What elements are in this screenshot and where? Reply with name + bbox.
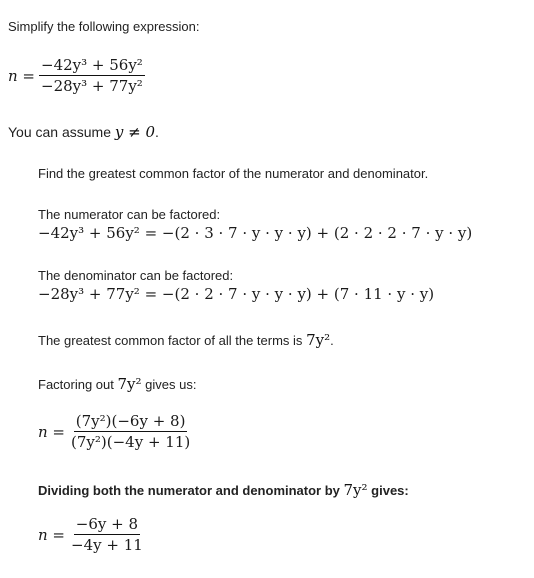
step-numerator-factored: −42y³ + 56y² = −(2 · 3 · 7 · y · y · y) + (2 · 2 · 2 · 7 · y · y) (38, 224, 473, 242)
dividing-suffix: gives: (367, 483, 409, 498)
final-denominator: −4y + 11 (71, 536, 143, 554)
final-fraction (69, 515, 145, 554)
final-numerator: −6y + 8 (75, 515, 138, 533)
final-lhs: n = (38, 525, 65, 544)
final-expression (38, 515, 145, 554)
step-gcf-statement (38, 331, 334, 349)
factored-denominator: (7y²)(−4y + 11) (71, 433, 191, 451)
gcf-text: The greatest common factor of all the terms is (38, 333, 307, 348)
problem-prompt: Simplify the following expression: (8, 19, 200, 34)
factoring-suffix: gives us: (141, 377, 197, 392)
assumption-line (8, 123, 159, 141)
assumption-suffix: . (155, 124, 159, 140)
dividing-value: 7y² (343, 481, 368, 499)
assumption-condition: y ≠ 0 (114, 123, 156, 141)
step-dividing (38, 481, 409, 499)
assumption-prefix: You can assume (8, 124, 115, 140)
factored-fraction (69, 412, 192, 451)
expression-numerator: −42y³ + 56y² (41, 56, 143, 74)
dividing-text: Dividing both the numerator and denominator by (38, 483, 344, 498)
step-denominator-factored: −28y³ + 77y² = −(2 · 2 · 7 · y · y · y) + (7 · 11 · y · y) (38, 285, 435, 303)
gcf-suffix: . (330, 333, 334, 348)
step-denominator-label: The denominator can be factored: (38, 268, 234, 283)
factored-lhs: n = (38, 422, 65, 441)
factored-expression (38, 412, 192, 451)
step-numerator-label: The numerator can be factored: (38, 207, 221, 222)
step-gcf-intro: Find the greatest common factor of the numerator and denominator. (38, 166, 429, 181)
factoring-text: Factoring out (38, 377, 118, 392)
factoring-value: 7y² (117, 375, 142, 393)
step-factoring-out (38, 375, 196, 393)
expression-lhs: n = (8, 66, 35, 85)
factored-numerator: (7y²)(−6y + 8) (75, 412, 186, 430)
expression-fraction (39, 56, 145, 95)
problem-expression (8, 56, 145, 95)
gcf-value: 7y² (306, 331, 331, 349)
expression-denominator: −28y³ + 77y² (41, 77, 143, 95)
